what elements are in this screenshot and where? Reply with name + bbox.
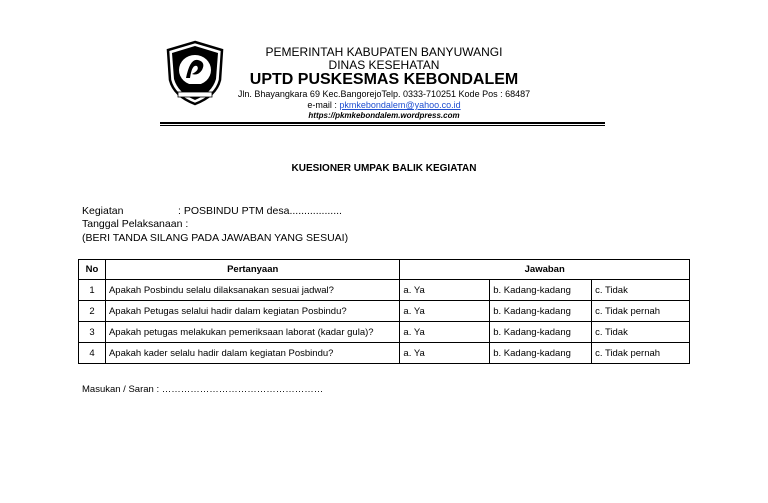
row-no: 4 — [79, 343, 106, 364]
header-address: Jln. Bhayangkara 69 Kec.BangorejoTelp. 0333-710251 Kode Pos : 68487 — [237, 89, 531, 99]
answer-option-c[interactable]: c. Tidak — [592, 322, 690, 343]
kegiatan-value: : POSBINDU PTM desa.................. — [178, 205, 342, 217]
answer-option-c[interactable]: c. Tidak pernah — [592, 343, 690, 364]
header-department: DINAS KESEHATAN — [328, 58, 440, 72]
document-title: KUESIONER UMPAK BALIK KEGIATAN — [291, 163, 477, 174]
answer-option-a[interactable]: a. Ya — [400, 280, 490, 301]
header-divider-thin — [160, 125, 605, 126]
header-divider-thick — [160, 122, 605, 124]
header-government: PEMERINTAH KABUPATEN BANYUWANGI — [265, 45, 503, 59]
answer-option-a[interactable]: a. Ya — [400, 322, 490, 343]
kegiatan-label: Kegiatan — [82, 205, 124, 217]
answer-option-b[interactable]: b. Kadang-kadang — [490, 301, 592, 322]
row-question: Apakah petugas melakukan pemeriksaan laborat (kadar gula)? — [105, 322, 399, 343]
answer-option-c[interactable]: c. Tidak — [592, 280, 690, 301]
row-no: 1 — [79, 280, 106, 301]
email-link[interactable]: pkmkebondalem@yahoo.co.id — [339, 100, 461, 110]
answer-option-a[interactable]: a. Ya — [400, 301, 490, 322]
masukan-saran: Masukan / Saran : …………………………………………… — [82, 384, 324, 395]
answer-option-b[interactable]: b. Kadang-kadang — [490, 343, 592, 364]
questionnaire-table — [78, 259, 690, 364]
table-header-row — [79, 260, 690, 280]
row-question: Apakah Petugas selalui hadir dalam kegiatan Posbindu? — [105, 301, 399, 322]
header-institution: UPTD PUSKESMAS KEBONDALEM — [249, 71, 519, 88]
email-label: e-mail : — [307, 100, 340, 110]
header-website[interactable]: https://pkmkebondalem.wordpress.com — [308, 111, 460, 120]
answer-option-a[interactable]: a. Ya — [400, 343, 490, 364]
table-row — [79, 280, 690, 301]
instruction-text: (BERI TANDA SILANG PADA JAWABAN YANG SESUAI) — [82, 232, 349, 244]
row-question: Apakah Posbindu selalu dilaksanakan sesuai jadwal? — [105, 280, 399, 301]
header-no: No — [79, 260, 106, 280]
tanggal-label: Tanggal Pelaksanaan : — [82, 218, 189, 230]
answer-option-b[interactable]: b. Kadang-kadang — [490, 280, 592, 301]
row-no: 2 — [79, 301, 106, 322]
row-no: 3 — [79, 322, 106, 343]
header-pertanyaan: Pertanyaan — [105, 260, 399, 280]
table-row — [79, 322, 690, 343]
answer-option-c[interactable]: c. Tidak pernah — [592, 301, 690, 322]
header-email-line — [0, 100, 768, 110]
table-row — [79, 301, 690, 322]
row-question: Apakah kader selalu hadir dalam kegiatan Posbindu? — [105, 343, 399, 364]
header-jawaban: Jawaban — [400, 260, 690, 280]
answer-option-b[interactable]: b. Kadang-kadang — [490, 322, 592, 343]
table-row — [79, 343, 690, 364]
